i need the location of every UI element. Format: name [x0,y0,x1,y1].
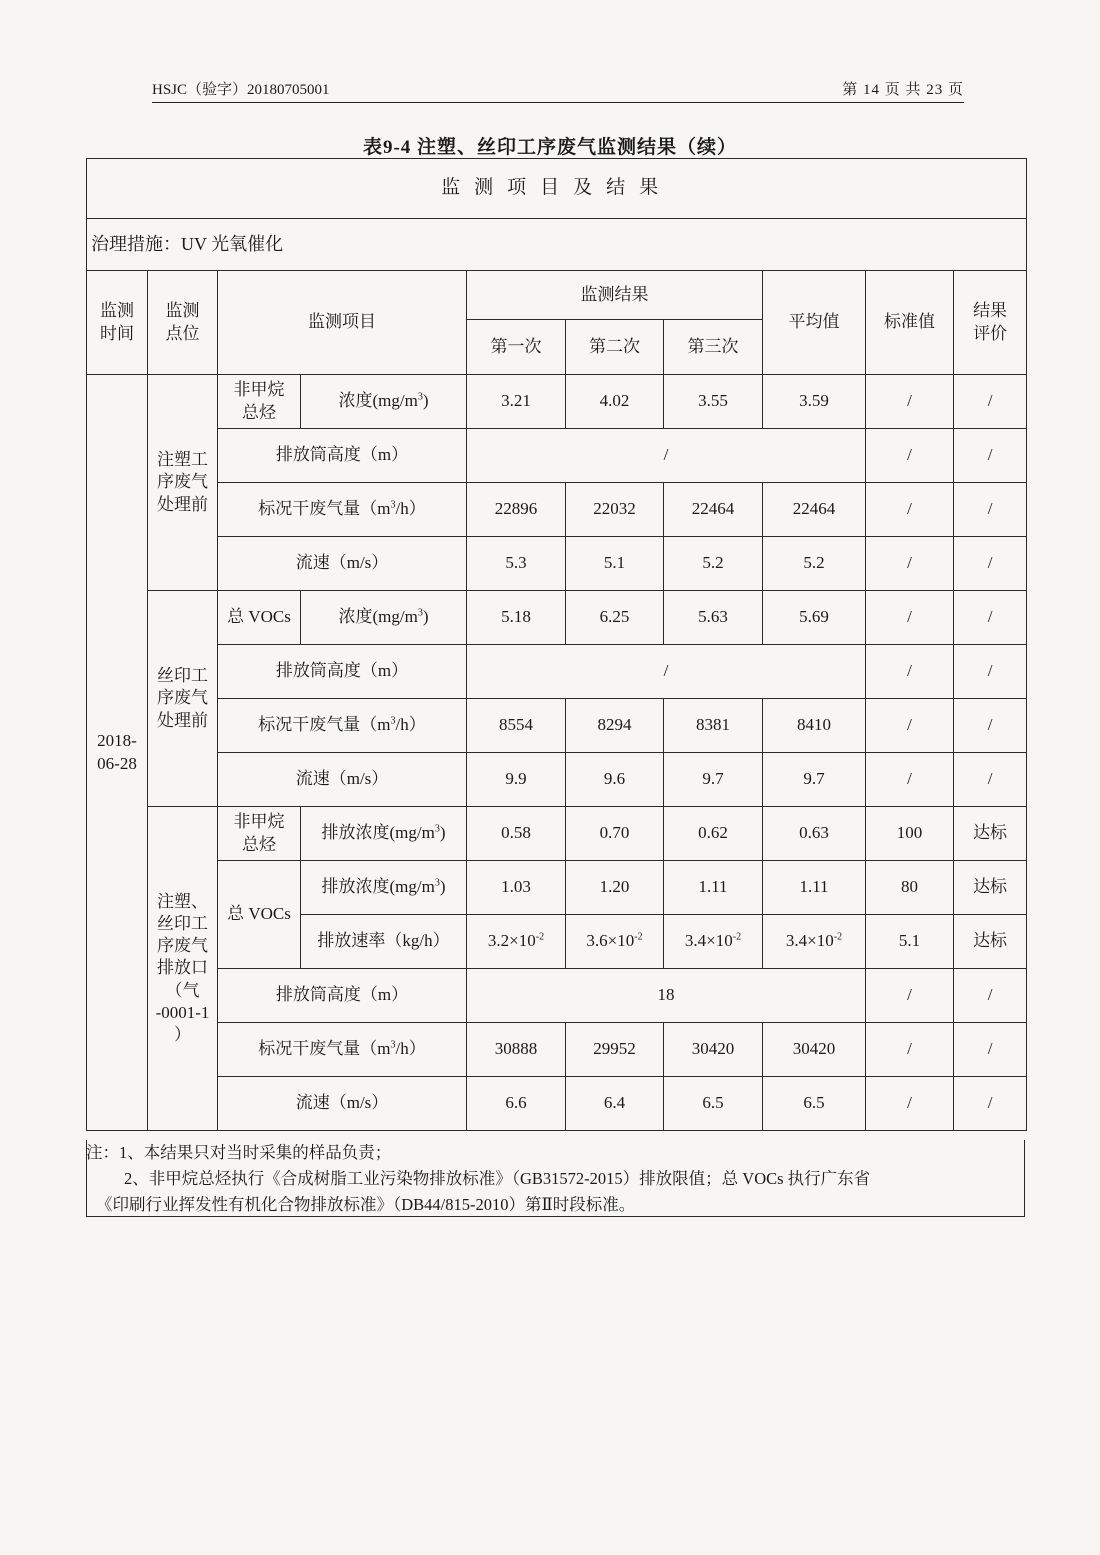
table-row [87,807,1027,861]
table-row [87,429,1027,483]
value-cell: 6.4 [566,1077,664,1131]
item-cell: 标况干废气量$(m^3/h)$ [218,483,467,537]
col-header-second: 第二次 [566,320,664,375]
avg-cell: 3.59 [763,375,866,429]
std-cell: / [866,483,954,537]
value-cell: 0.58 [467,807,566,861]
table-title: 表9-4 注塑、丝印工序废气监测结果（续） [362,137,738,158]
value-cell: $3.6\times 10^{-2}$ [566,915,664,969]
table-row [87,645,1027,699]
table-row [87,591,1027,645]
item-cell: 排放筒高度（m） [218,969,467,1023]
item-cell: 非甲烷 总烃 [218,807,301,861]
note-line: 《印刷行业挥发性有机化合物排放标准》（DB44/815-2010）第Ⅱ时段标准。 [96,1195,636,1214]
eval-cell: / [954,1077,1027,1131]
treatment-measure: 治理措施：UV 光氧催化 [87,219,1027,271]
std-cell: / [866,1023,954,1077]
col-header-point: 监测 点位 [148,271,218,375]
eval-cell: / [954,969,1027,1023]
avg-cell: 5.69 [763,591,866,645]
value-cell: 5.63 [664,591,763,645]
eval-cell: / [954,753,1027,807]
value-cell: 9.6 [566,753,664,807]
note-line: 注：1、本结果只对当时采集的样品负责； [86,1143,392,1162]
std-cell: / [866,375,954,429]
table-row [87,483,1027,537]
merged-value-cell: / [467,429,866,483]
std-cell: / [866,645,954,699]
value-cell: 0.70 [566,807,664,861]
std-cell: 80 [866,861,954,915]
date-cell: 2018- 06-28 [87,375,148,1131]
point-cell: 丝印工 序废气 处理前 [148,591,218,807]
note-line: 2、非甲烷总烃执行《合成树脂工业污染物排放标准》（GB31572-2015）排放限值；总 VOCs 执行广东省 [124,1169,871,1188]
avg-cell: $3.4\times 10^{-2}$ [763,915,866,969]
eval-cell: 达标 [954,915,1027,969]
value-cell: $3.4\times 10^{-2}$ [664,915,763,969]
sub-item-cell: 浓度$(mg/m^3)$ [301,375,467,429]
merged-value-cell: / [467,645,866,699]
avg-cell: 0.63 [763,807,866,861]
value-cell: 5.3 [467,537,566,591]
table-row [87,753,1027,807]
std-cell: / [866,591,954,645]
eval-cell: / [954,1023,1027,1077]
std-cell: / [866,969,954,1023]
col-header-avg: 平均值 [763,271,866,375]
point-cell: 注塑工 序废气 处理前 [148,375,218,591]
avg-cell: 5.2 [763,537,866,591]
eval-cell: / [954,483,1027,537]
avg-cell: 9.7 [763,753,866,807]
value-cell: 9.7 [664,753,763,807]
item-cell: 排放筒高度（m） [218,645,467,699]
eval-cell: / [954,429,1027,483]
table-row [87,375,1027,429]
sub-item-cell: 浓度$(mg/m^3)$ [301,591,467,645]
std-cell: / [866,753,954,807]
page-number: 第 14 页 共 23 页 [842,82,964,98]
table-row [87,537,1027,591]
value-cell: 1.20 [566,861,664,915]
value-cell: 6.25 [566,591,664,645]
value-cell: 22896 [467,483,566,537]
value-cell: $3.2\times 10^{-2}$ [467,915,566,969]
value-cell: 6.5 [664,1077,763,1131]
std-cell: 5.1 [866,915,954,969]
value-cell: 8554 [467,699,566,753]
value-cell: 1.03 [467,861,566,915]
value-cell: 29952 [566,1023,664,1077]
value-cell: 9.9 [467,753,566,807]
table-row [87,969,1027,1023]
col-header-first: 第一次 [467,320,566,375]
eval-cell: / [954,699,1027,753]
value-cell: 30420 [664,1023,763,1077]
eval-cell: / [954,375,1027,429]
item-cell: 标况干废气量$(m^3/h)$ [218,699,467,753]
avg-cell: 6.5 [763,1077,866,1131]
sub-item-cell: 排放浓度$(mg/m^3)$ [301,807,467,861]
item-cell: 标况干废气量$(m^3/h)$ [218,1023,467,1077]
eval-cell: / [954,591,1027,645]
col-header-eval: 结果 评价 [954,271,1027,375]
eval-cell: / [954,645,1027,699]
item-cell: 流速（m/s） [218,1077,467,1131]
section-heading: 监测项目及结果 [87,159,1027,219]
item-cell: 非甲烷 总烃 [218,375,301,429]
col-header-item: 监测项目 [218,271,467,375]
item-cell: 流速（m/s） [218,753,467,807]
point-cell: 注塑、 丝印工 序废气 排放口 （气 -0001-1 ） [148,807,218,1131]
value-cell: 22464 [664,483,763,537]
value-cell: 22032 [566,483,664,537]
table-row [87,861,1027,915]
sub-item-cell: 排放速率（kg/h） [301,915,467,969]
merged-value-cell: 18 [467,969,866,1023]
value-cell: 3.55 [664,375,763,429]
value-cell: 5.2 [664,537,763,591]
value-cell: 5.18 [467,591,566,645]
item-cell: 排放筒高度（m） [218,429,467,483]
eval-cell: 达标 [954,807,1027,861]
value-cell: 6.6 [467,1077,566,1131]
value-cell: 30888 [467,1023,566,1077]
col-header-std: 标准值 [866,271,954,375]
value-cell: 3.21 [467,375,566,429]
table-row [87,699,1027,753]
item-cell: 总 VOCs [218,591,301,645]
avg-cell: 1.11 [763,861,866,915]
document-number: HSJC（验字）20180705001 [152,82,330,98]
value-cell: 1.11 [664,861,763,915]
page-header [152,78,964,103]
value-cell: 8294 [566,699,664,753]
value-cell: 0.62 [664,807,763,861]
col-header-results: 监测结果 [467,271,763,320]
notes [86,1140,1026,1218]
value-cell: 8381 [664,699,763,753]
eval-cell: 达标 [954,861,1027,915]
sub-item-cell: 排放浓度$(mg/m^3)$ [301,861,467,915]
std-cell: / [866,429,954,483]
item-cell: 总 VOCs [218,861,301,969]
std-cell: / [866,537,954,591]
value-cell: 5.1 [566,537,664,591]
value-cell: 4.02 [566,375,664,429]
avg-cell: 30420 [763,1023,866,1077]
avg-cell: 22464 [763,483,866,537]
std-cell: 100 [866,807,954,861]
item-cell: 流速（m/s） [218,537,467,591]
monitoring-results-table [86,158,1027,1131]
table-row [87,1023,1027,1077]
table-row [87,1077,1027,1131]
avg-cell: 8410 [763,699,866,753]
col-header-time: 监测 时间 [87,271,148,375]
eval-cell: / [954,537,1027,591]
std-cell: / [866,699,954,753]
std-cell: / [866,1077,954,1131]
col-header-third: 第三次 [664,320,763,375]
